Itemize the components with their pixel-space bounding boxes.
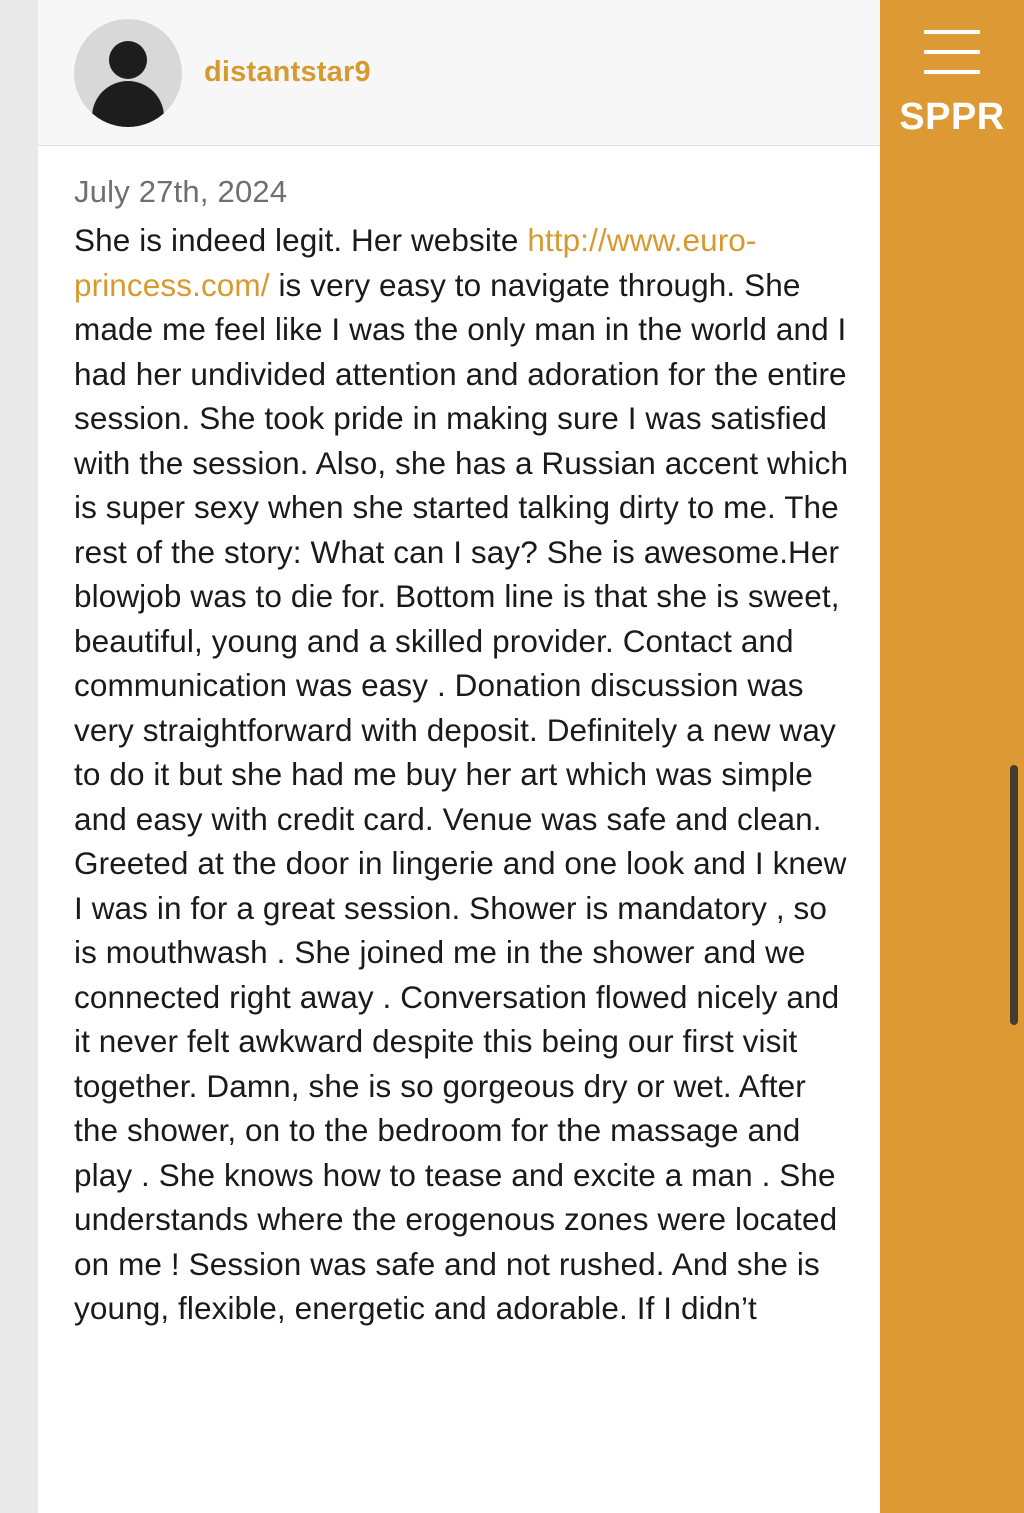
- post-header: [38, 0, 880, 146]
- hamburger-menu-icon[interactable]: [924, 30, 980, 74]
- post-author-username[interactable]: distantstar9: [204, 56, 371, 88]
- site-brand-label[interactable]: SPPR: [899, 96, 1005, 138]
- external-website-link[interactable]: http://www.euro-princess.com/: [74, 222, 757, 303]
- post-text-before-link: She is indeed legit. Her website: [74, 222, 528, 258]
- menu-bar-2: [924, 50, 980, 54]
- menu-bar-1: [924, 30, 980, 34]
- post-text: [74, 218, 850, 1331]
- post-text-after-link: is very easy to navigate through. She made me feel like I was the only man in the world and I had her undivided attention and adoration for the entire session. She took pride in making sure I was satisfied with the session. Also, she has a Russian accent which is super sexy when she started talking dirty to me. The rest of the story: What can I say? She is awesome.Her blowjob was to die for. Bottom line is that she is sweet, beautiful, young and a skilled provider. Contact and communication was easy . Donation discussion was very straightforward with deposit. Definitely a new way to do it but she had me buy her art which was simple and easy with credit card. Venue was safe and clean. Greeted at the door in lingerie and one look and I knew I was in for a great session. Shower is mandatory , so is mouthwash . She joined me in the shower and we connected right away . Conversation flowed nicely and it never felt awkward despite this being our first visit together. Damn, she is so gorgeous dry or wet. After the shower, on to the bedroom for the massage and play . She knows how to tease and excite a man . She understands where the erogenous zones were located on me ! Session was safe and not rushed. And she is young, flexible, energetic and adorable. If I didn’t: [74, 266, 849, 1326]
- avatar-head-shape: [109, 41, 147, 79]
- left-gutter: [0, 0, 38, 1513]
- post-date: July 27th, 2024: [74, 174, 288, 209]
- avatar[interactable]: [74, 19, 182, 127]
- right-sidebar: [880, 0, 1024, 1513]
- menu-bar-3: [924, 70, 980, 74]
- review-post: [38, 0, 880, 1513]
- page-scrollbar-thumb[interactable]: [1010, 765, 1018, 1025]
- avatar-body-shape: [92, 81, 164, 127]
- page-scrollbar-track[interactable]: [1013, 0, 1021, 1513]
- post-body: [38, 146, 880, 1513]
